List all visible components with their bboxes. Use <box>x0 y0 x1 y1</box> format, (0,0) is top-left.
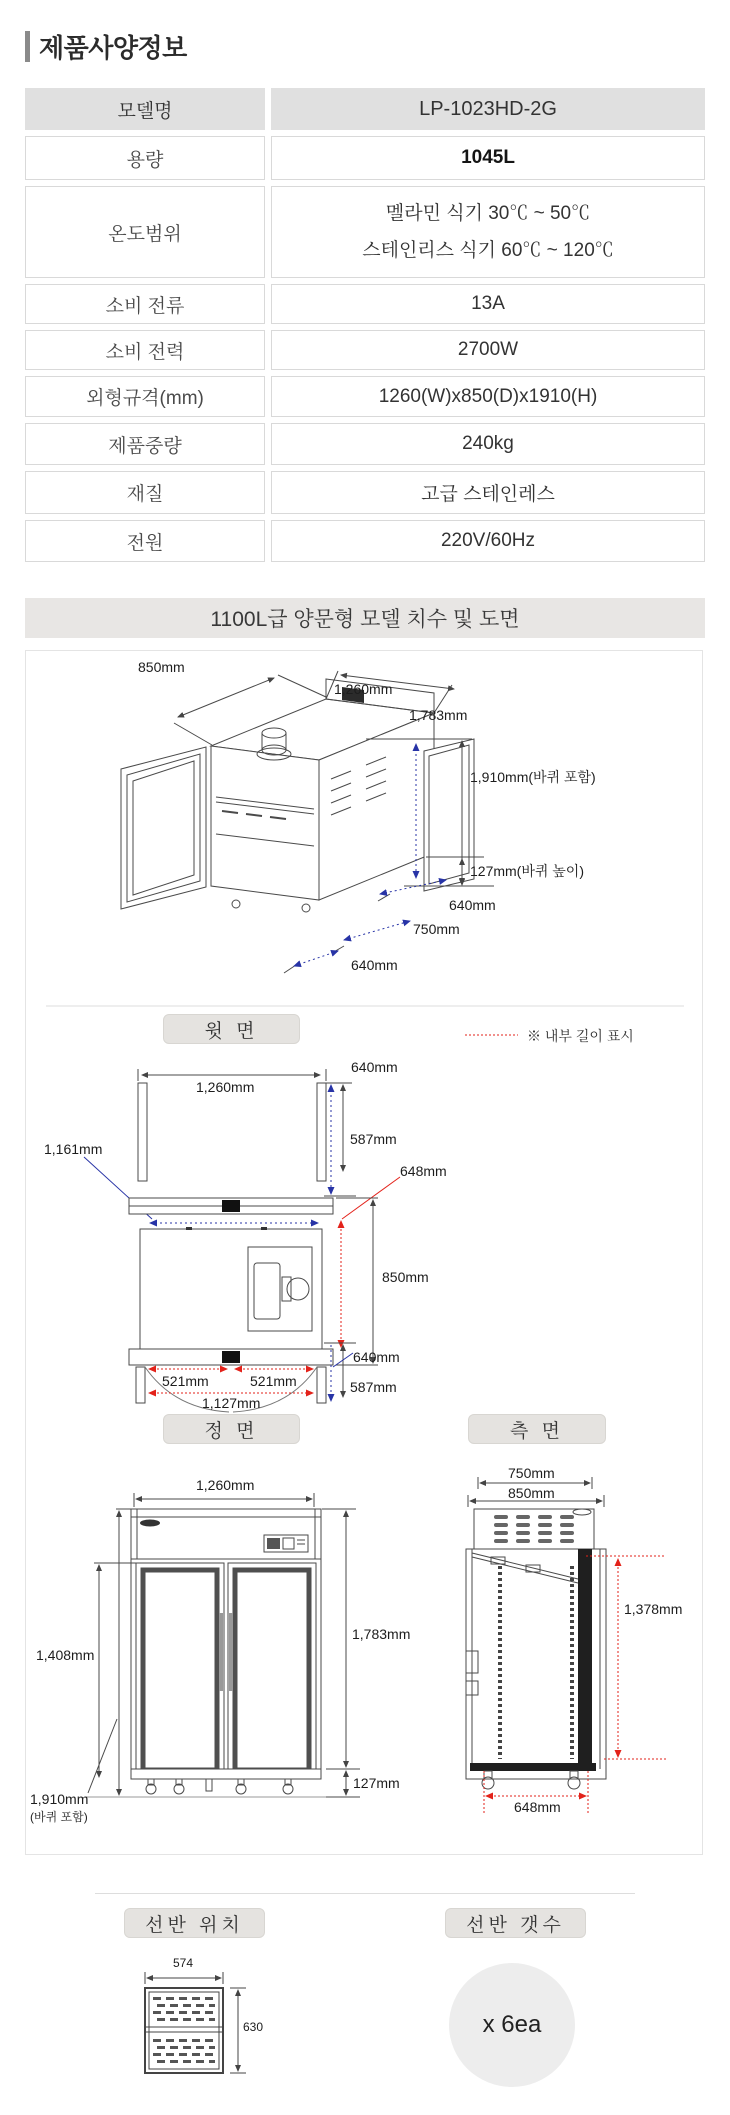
dim-label: 1,408mm <box>36 1647 95 1663</box>
row-label: 모델명 <box>25 88 265 130</box>
row-label: 용량 <box>25 136 265 180</box>
row-value: 고급 스테인레스 <box>271 471 705 514</box>
row-label: 소비 전력 <box>25 330 265 370</box>
row-value: 240kg <box>271 423 705 465</box>
view-label-front: 정 면 <box>163 1414 300 1444</box>
table-row <box>25 136 705 180</box>
dim-label: 640mm <box>353 1349 400 1365</box>
table-row <box>25 88 705 130</box>
dim-label: 1,910mm <box>30 1791 89 1807</box>
dim-label: 1,910mm(바퀴 포함) <box>470 769 596 785</box>
row-label: 전원 <box>25 520 265 562</box>
view-label-side: 측 면 <box>468 1414 606 1444</box>
dim-label: 1,260mm <box>334 681 393 697</box>
dim-label: (바퀴 포함) <box>30 1810 88 1824</box>
title-accent-bar <box>25 31 30 62</box>
dim-label: 640mm <box>351 957 398 973</box>
dim-label: 640mm <box>449 897 496 913</box>
dim-label: 521mm <box>162 1373 209 1389</box>
dim-label: 1,161mm <box>44 1141 103 1157</box>
row-value-line: 스테인리스 식기 60℃ ~ 120℃ <box>362 240 614 261</box>
row-label: 제품중량 <box>25 423 265 465</box>
dim-label: 630 <box>243 2020 264 2034</box>
dim-label: 750mm <box>413 921 460 937</box>
dim-label: 1,378mm <box>624 1601 683 1617</box>
row-value <box>271 186 705 278</box>
dim-label: 1,783mm <box>409 707 468 723</box>
row-label: 재질 <box>25 471 265 514</box>
technical-drawing-svg <box>26 651 704 1856</box>
row-value: 2700W <box>271 330 705 370</box>
dim-label: 521mm <box>250 1373 297 1389</box>
dim-label: 574 <box>173 1956 194 1970</box>
shelf-position-label: 선반 위치 <box>124 1908 265 1938</box>
table-row <box>25 520 705 562</box>
dim-label: 1,260mm <box>196 1079 255 1095</box>
row-value: 220V/60Hz <box>271 520 705 562</box>
section-divider <box>95 1893 635 1894</box>
table-row <box>25 186 705 278</box>
row-value: LP-1023HD-2G <box>271 88 705 130</box>
dim-label: 648mm <box>400 1163 447 1179</box>
row-label: 소비 전류 <box>25 284 265 324</box>
page-title: 제품사양정보 <box>39 33 187 63</box>
dim-label: 587mm <box>350 1131 397 1147</box>
dim-label: 127mm(바퀴 높이) <box>470 863 584 879</box>
dim-label: 850mm <box>138 659 185 675</box>
shelf-count-label: 선반 갯수 <box>445 1908 586 1938</box>
section-title: 1100L급 양문형 모델 치수 및 도면 <box>25 598 705 638</box>
dim-label: 1,783mm <box>352 1626 411 1642</box>
dim-label: 1,260mm <box>196 1477 255 1493</box>
dim-label: 127mm <box>353 1775 400 1791</box>
table-row <box>25 471 705 514</box>
table-row <box>25 423 705 465</box>
table-row <box>25 284 705 324</box>
dim-label: 587mm <box>350 1379 397 1395</box>
row-label: 외형규격(mm) <box>25 376 265 417</box>
row-value: 1260(W)x850(D)x1910(H) <box>271 376 705 417</box>
row-label: 온도범위 <box>25 186 265 278</box>
legend-note: ※ 내부 길이 표시 <box>527 1028 634 1044</box>
dim-label: 850mm <box>508 1485 555 1501</box>
table-row <box>25 376 705 417</box>
row-value-line: 멜라민 식기 30℃ ~ 50℃ <box>385 203 591 224</box>
dim-label: 750mm <box>508 1465 555 1481</box>
row-value: 1045L <box>271 136 705 180</box>
drawing-panel <box>25 650 703 1855</box>
row-value: 13A <box>271 284 705 324</box>
spec-table <box>25 88 705 568</box>
shelf-count-badge: x 6ea <box>449 1963 575 2087</box>
dim-label: 850mm <box>382 1269 429 1285</box>
dim-label: 640mm <box>351 1059 398 1075</box>
dim-label: 1,127mm <box>202 1395 261 1411</box>
dim-label: 648mm <box>514 1799 561 1815</box>
table-row <box>25 330 705 370</box>
view-label-top: 윗 면 <box>163 1014 300 1044</box>
